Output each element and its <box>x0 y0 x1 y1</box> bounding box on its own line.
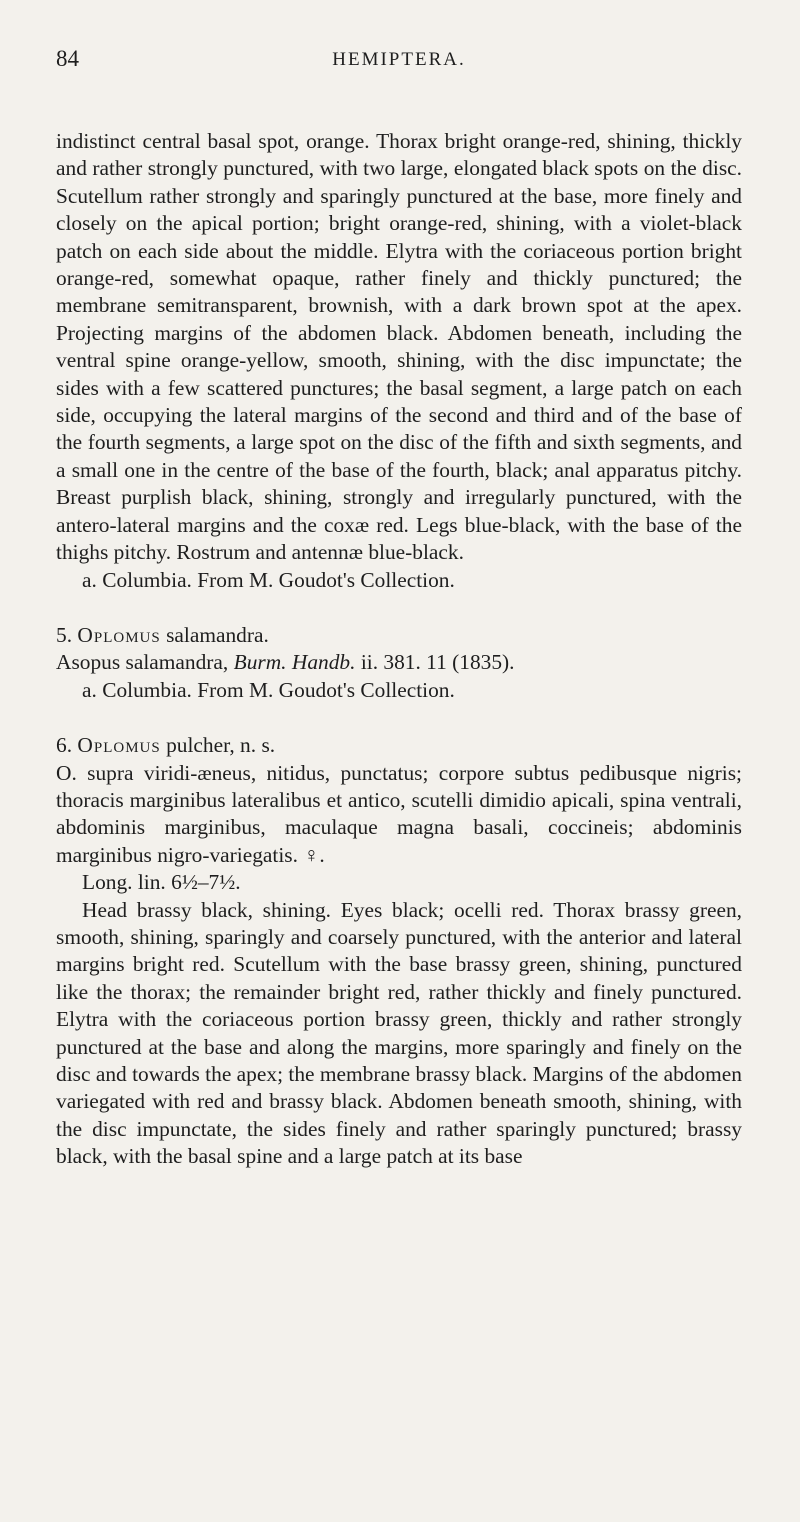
locality-entry: a. Columbia. From M. Goudot's Collection. <box>82 677 455 702</box>
length-measurement: Long. lin. 6½–7½. <box>82 870 241 895</box>
species-description: Head brassy black, shining. Eyes black; ocelli red. Thorax brassy green, smooth, shining, sparingly and coarsely punctured, with the anterior and lateral margins bright red. Scutellum with the base brassy green, shining, punctured like the thorax; the remainder bright red, rather thickly and finely punctured. Elytra with the coriaceous portion brassy green, thickly and rather strongly punctured at the base and along the margins, more sparingly and finely on the disc and towards the apex; the membrane brassy black. Margins of the abdomen variegated with red and brassy black. Abdomen beneath smooth, shining, with the disc impunctate, the sides finely and rather sparingly punctured; brassy black, with the basal spine and a large patch at its base <box>56 897 742 1169</box>
page-body <box>56 128 742 1171</box>
genus-name: Oplomus <box>77 622 161 647</box>
species-number: 5. <box>56 622 73 647</box>
synonym-name: Asopus salamandra, <box>56 650 229 675</box>
species-description-continued: indistinct central basal spot, orange. Thorax bright orange-red, shining, thickly and rather strongly punctured, with two large, elongated black spots on the disc. Scutellum rather strongly and sparingly punctured at the base, more finely and closely on the apical portion; bright orange-red, shining, with a violet-black patch on each side about the middle. Elytra with the coriaceous portion bright orange-red, somewhat opaque, rather finely and thickly punctured; the membrane semitransparent, brownish, with a dark brown spot at the apex. Projecting margins of the abdomen black. Abdomen beneath, including the ventral spine orange-yellow, smooth, shining, with the disc impunctate; the sides with a few scattered punctures; the basal segment, a large patch on each side, occupying the lateral margins of the second and third and of the base of the fourth segments, a large spot on the disc of the fifth and sixth segments, and a small one in the centre of the base of the fourth, black; anal apparatus pitchy. Breast purplish black, shining, strongly and irregularly punctured, with the antero-lateral margins and the coxæ red. Legs blue-black, with the base of the thighs pitchy. Rostrum and antennæ blue-black. <box>56 129 742 565</box>
species-heading-pulcher <box>56 732 742 759</box>
species-heading-salamandra <box>56 622 742 649</box>
synonym-author: Burm. Handb. <box>233 650 356 675</box>
page-number: 84 <box>56 46 79 71</box>
running-title: HEMIPTERA. <box>332 49 466 70</box>
synonym-citation: ii. 381. 11 (1835). <box>360 650 515 675</box>
species-name: salamandra. <box>166 622 269 647</box>
genus-name: Oplomus <box>77 733 161 758</box>
latin-diagnosis: O. supra viridi-æneus, nitidus, punctatus; corpore subtus pedibusque nigris; thoracis marginibus lateralibus et antico, scutelli dimidio apicali, spina ventrali, abdominis marginibus, maculaque magna basali, coccineis; abdominis marginibus nigro-variegatis. ♀. <box>56 760 742 867</box>
locality-entry: a. Columbia. From M. Goudot's Collection. <box>82 567 455 592</box>
synonym-reference <box>56 649 742 676</box>
species-name: pulcher, n. s. <box>166 733 276 758</box>
species-number: 6. <box>56 733 73 758</box>
page-header <box>56 46 742 80</box>
